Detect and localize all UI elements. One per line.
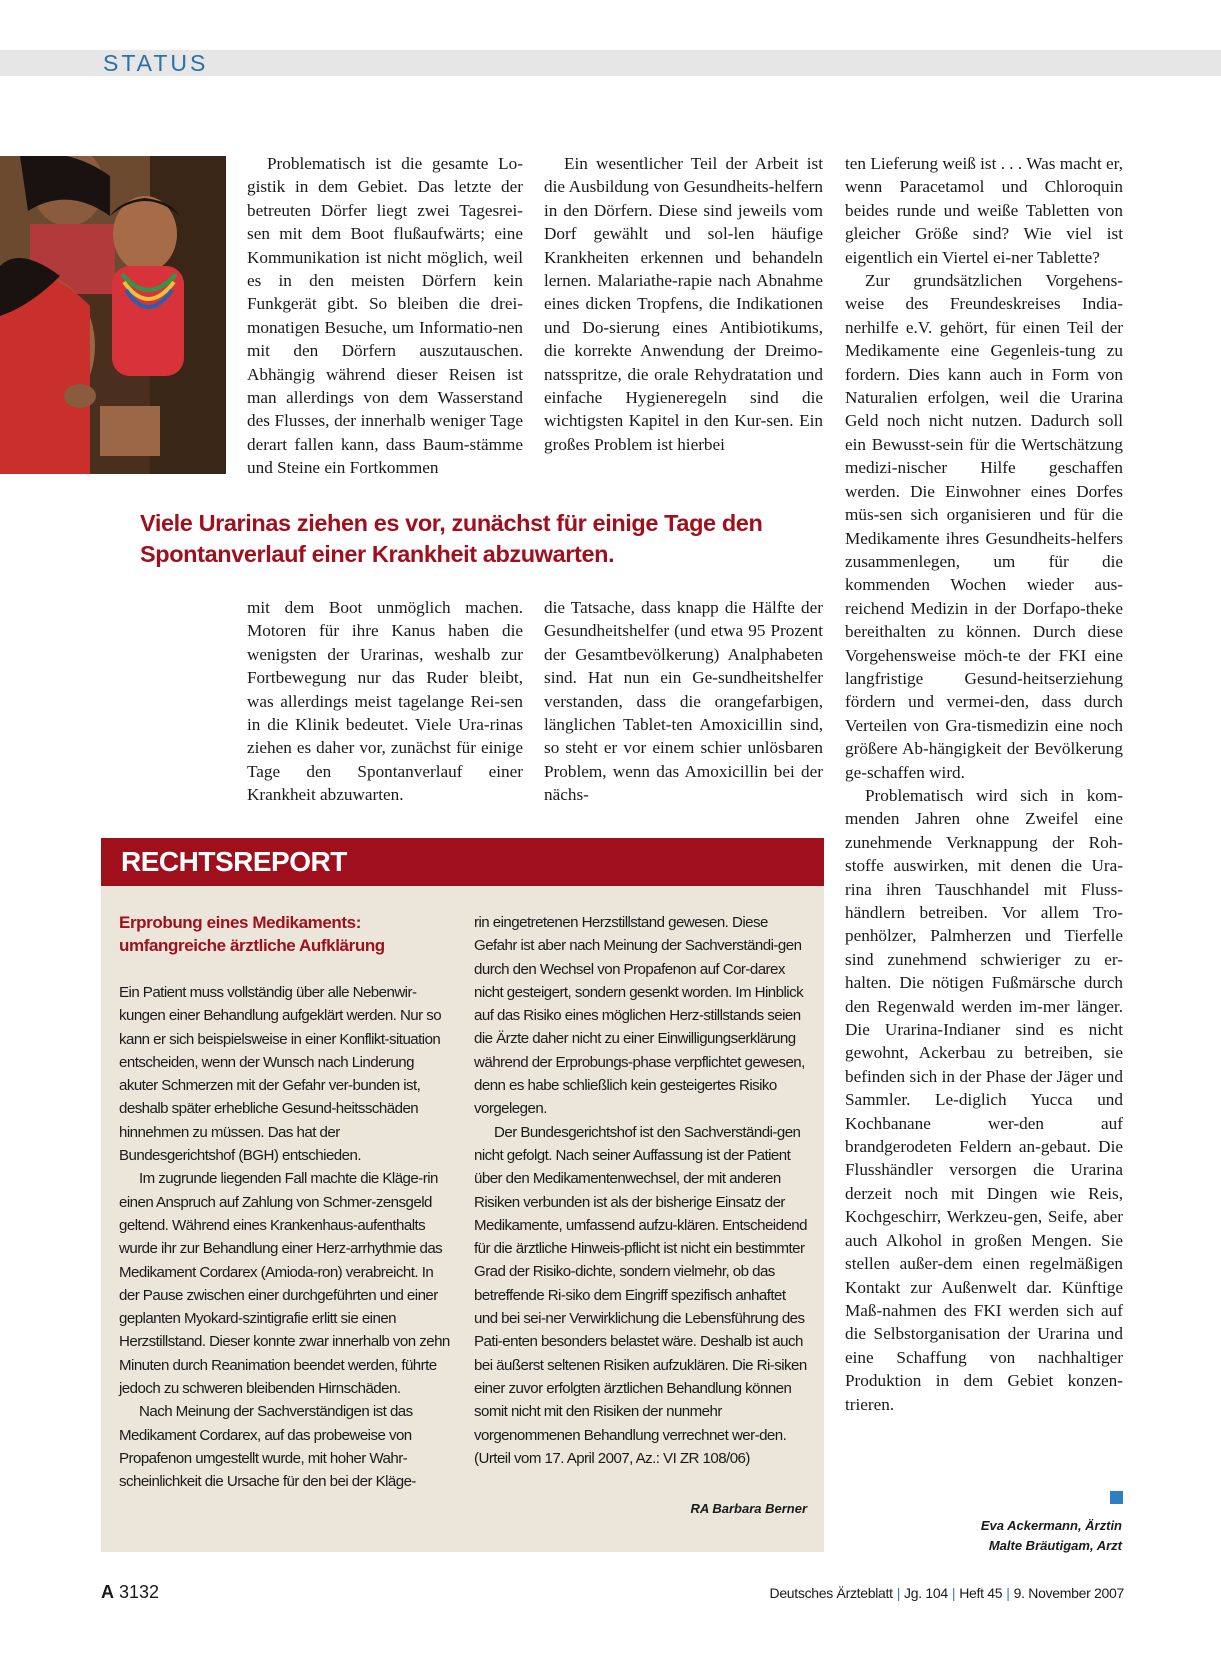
paragraph: mit dem Boot unmöglich machen. Motoren für ihre Kanus haben die wenigsten der Urarinas, weshalb zur Fortbewegung nur das Ruder bleibt, was allerdings meist tagelange Rei-sen in die Klinik bedeutet. Viele Ura-rinas ziehen es daher vor, zunächst für einige Tage den Spontanverlauf einer Krankheit abzuwarten. <box>247 598 523 805</box>
pull-quote: Viele Urarinas ziehen es vor, zunächst für einige Tage den Spontanverlauf einer Krankheit abzuwarten. <box>140 510 763 567</box>
article-column-1-bottom <box>247 596 523 807</box>
author-2: Malte Bräutigam, Arzt <box>988 1538 1122 1553</box>
section-label: STATUS <box>103 50 209 76</box>
separator: | <box>1006 1585 1010 1601</box>
paragraph: Problematisch ist die gesamte Lo-gistik in dem Gebiet. Das letzte der betreuten Dörfer liegt zwei Tagesrei-sen mit dem Boot flußaufwärts; eine Kommunikation ist nicht möglich, weil es in den meisten Dörfern kein Funkgerät gibt. So bleiben die drei-monatigen Besuche, um Informatio-nen mit den Dörfern auszutauschen. Abhängig während dieser Reisen ist man allerdings von dem Wasserstand des Flusses, der innerhalb weniger Tage derart fallen kann, dass Baum-stämme und Steine ein Fortkommen <box>247 154 523 478</box>
rechtsreport-column-right <box>474 911 808 1470</box>
journal-name: Deutsches Ärzteblatt <box>769 1585 893 1601</box>
paragraph: Im zugrunde liegenden Fall machte die Kläge-rin einen Anspruch auf Zahlung von Schmer-zensgeld geltend. Während eines Krankenhaus-aufenthalts wurde ihr zur Behandlung einer Herz-arrhythmie das Medikament Cordarex (Amioda-ron) verabreicht. In der Pause zwischen einer durchgeführten und einer geplanten Myokard-szintigrafie erlitt sie einen Herzstillstand. Dieser konnte zwar innerhalb von zehn Minuten durch Reanimation beendet werden, führte jedoch zu schweren bleibenden Hirnschäden. <box>119 1170 450 1398</box>
subhead-line-1: Erprobung eines Medikaments: <box>119 913 361 932</box>
paragraph: Der Bundesgerichtshof ist den Sachverständi-gen nicht gefolgt. Nach seiner Auffassung ist der Patient über den Medikamentenwechsel, der mit anderen Risiken verbunden ist als der bisherige Einsatz der Medikamente, umfassend aufzu-klären. Entscheidend für die ärztliche Hinweis-pflicht ist nicht ein bestimmter Grad der Risiko-dichte, sondern vielmehr, ob das betreffende Ri-siko dem Eingriff spezifisch anhaftet und bei sei-ner Verwirklichung die Lebensführung des Pati-enten besonders belastet wäre. Deshalb ist auch bei äußerst seltenen Risiken aufzuklären. Die Ri-siken einer zuvor erfolgten ärztlichen Behandlung können somit nicht mit den Risiken der nunmehr vorgenommenen Behandlung verrechnet wer-den. (Urteil vom 17. April 2007, Az.: VI ZR 108/06) <box>474 1123 807 1467</box>
article-column-2-bottom <box>544 596 823 807</box>
article-column-3 <box>845 152 1123 1416</box>
rechtsreport-subhead <box>119 911 449 957</box>
rechtsreport-column-left <box>119 981 451 1494</box>
journal-info <box>770 1583 1124 1603</box>
page-number <box>101 1580 159 1604</box>
journal-date: 9. November 2007 <box>1013 1585 1124 1601</box>
article-photo <box>0 156 226 474</box>
paragraph: Ein Patient muss vollständig über alle Nebenwir-kungen einer Behandlung aufgeklärt werden. Nur so kann er sich beispielsweise in einer Konflikt-situation entscheiden, wenn der Wunsch nach Linderung akuter Schmerzen mit der Gefahr ver-bunden ist, deshalb später erhebliche Gesund-heitsschäden hinnehmen zu müssen. Das hat der Bundesgerichtshof (BGH) entschieden. <box>119 984 442 1165</box>
paragraph: Problematisch wird sich in kom-menden Jahren ohne Zweifel eine zunehmende Verknappung der Roh-stoffe auswirken, mit denen die Ura-rina ihren Tauschhandel mit Fluss-händlern betreiben. Vor allem Tro-penhölzer, Palmherzen und Tierfelle sind zunehmend schwieriger zu er-halten. Die nötigen Fußmärsche durch den Regenwald werden im-mer länger. Die Urarina-Indianer sind es nicht gewohnt, Ackerbau zu betreiben, sie befinden sich in der Phase der Jäger und Sammler. Le-diglich Yucca und Kochbanane wer-den auf brandgerodeten Feldern an-gebaut. Die Flusshändler versorgen die Urarina derzeit noch mit Dingen wie Reis, Kochgeschirr, Werkzeu-gen, Seife, aber auch Alkohol in großen Mengen. Sie stellen außer-dem einen regelmäßigen Kontakt zur Außenwelt dar. Künftige Maß-nahmen des FKI werden sich auf die Selbstorganisation der Urarina und eine Schaffung von nachhaltiger Produktion in dem Gebiet konzen-trieren. <box>845 785 1123 1414</box>
page-number-value: 3132 <box>119 1582 160 1602</box>
subhead-line-2: umfangreiche ärztliche Aufklärung <box>119 936 385 955</box>
paragraph: rin eingetretenen Herzstillstand gewesen. Diese Gefahr ist aber nach Meinung der Sachverständi-gen durch den Wechsel von Propafenon auf Cor-darex nicht gesteigert, sondern gesenkt worden. Im Hinblick auf das Risiko eines möglichen Herz-stillstands seien die Ärzte daher nicht zu einer Einwilligungserklärung während der Erprobungs-phase verpflichtet gewesen, denn es habe schließlich kein gesteigertes Risiko vorgelegen. <box>474 914 805 1118</box>
article-column-2-top <box>544 152 823 456</box>
photo-illustration <box>0 156 226 474</box>
separator: | <box>951 1585 956 1601</box>
page-prefix: A <box>101 1582 114 1602</box>
paragraph: Ein wesentlicher Teil der Arbeit ist die Ausbildung von Gesundheits-helfern in den Dörfern. Diese sind jeweils vom Dorf gewählt und sol-len häufige Krankheiten erkennen und behandeln lernen. Malariathe-rapie nach Abnahme eines dicken Tropfens, die Indikationen und Do-sierung eines Antibiotikums, die korrekte Anwendung der Dreimo-natsspritze, die orale Rehydratation und einfache Hygieneregeln sind die wichtigsten Kapitel in den Kur-sen. Ein großes Problem ist hierbei <box>544 154 823 454</box>
paragraph: Zur grundsätzlichen Vorgehens-weise des Freundeskreises India-nerhilfe e.V. gehört, für einen Teil der Medikamente eine Gegenleis-tung zu fordern. Dies kann auch in Form von Naturalien erfolgen, weil die Urarina Geld noch nicht nutzen. Dadurch soll ein Bewusst-sein für die Wertschätzung medizi-nischer Hilfe geschaffen werden. Die Einwohner eines Dorfes müs-sen sich organisieren und für die Medikamente ihres Gesundheits-helfers zusammenlegen, um für die kommenden Wochen wieder aus-reichend Medizin in der Dorfapo-theke bereithalten zu können. Durch diese Vorgehensweise möch-te der FKI eine langfristige Gesund-heitserziehung fördern und vermei-den, dass durch Verteilen von Gra-tismedizin eine noch größere Ab-hängigkeit der Bevölkerung ge-schaffen wird. <box>845 271 1123 782</box>
journal-issue: Heft 45 <box>959 1585 1003 1601</box>
paragraph: ten Lieferung weiß ist . . . Was macht er, wenn Paracetamol und Chloroquin beides runde und weiße Tabletten von gleicher Größe sind? Wie viel ist eigentlich ein Viertel ei-ner Tablette? <box>845 154 1123 267</box>
paragraph: Nach Meinung der Sachverständigen ist das Medikament Cordarex, auf das probeweise von Propafenon umgestellt wurde, mit hoher Wahr-scheinlichkeit die Ursache für den bei der Kläge- <box>119 1403 416 1491</box>
rechtsreport-signature: RA Barbara Berner <box>690 1501 807 1516</box>
author-1: Eva Ackermann, Ärztin <box>980 1518 1122 1533</box>
separator: | <box>896 1585 901 1601</box>
journal-volume: Jg. 104 <box>904 1585 948 1601</box>
rechtsreport-title: RECHTSREPORT <box>121 846 347 877</box>
paragraph: die Tatsache, dass knapp die Hälfte der Gesundheitshelfer (und etwa 95 Prozent der Gesamtbevölkerung) Analphabeten sind. Hat nun ein Ge-sundheitshelfer verstanden, dass die orangefarbigen, länglichen Tablet-ten Amoxicillin sind, so steht er vor einem schier unlösbaren Problem, wenn das Amoxicillin bei der nächs- <box>544 598 823 805</box>
article-column-1-top <box>247 152 523 480</box>
end-of-article-marker <box>1110 1491 1123 1504</box>
